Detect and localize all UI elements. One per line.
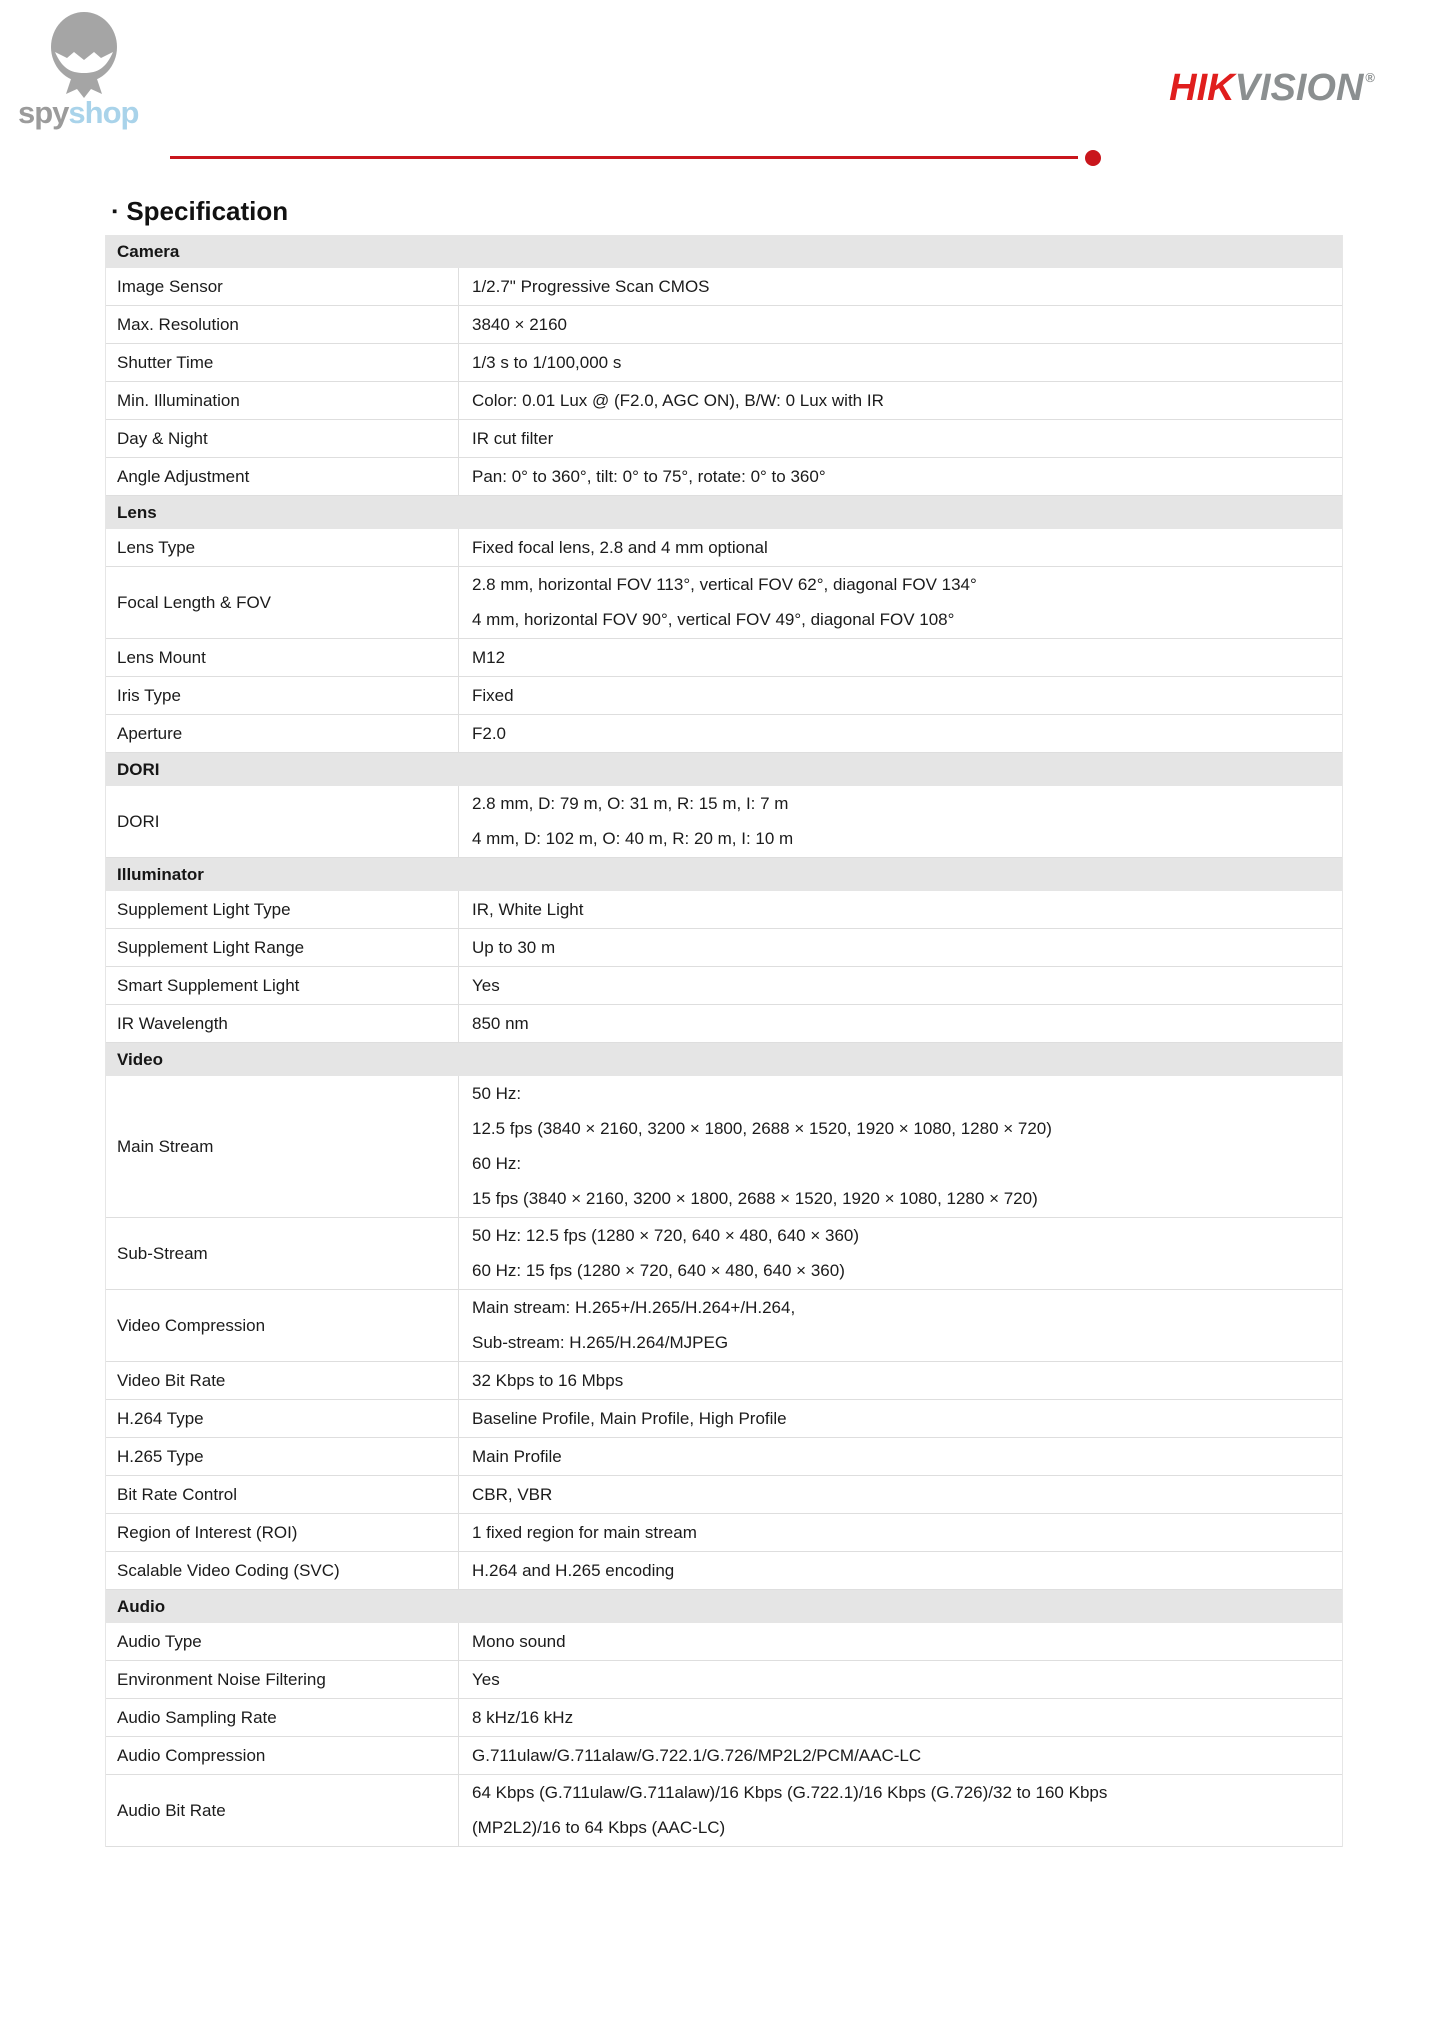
spec-value (459, 1438, 1342, 1475)
spec-row-audio-sampling-rate (106, 1699, 1342, 1737)
spec-row-region-of-interest-roi (106, 1514, 1342, 1552)
spec-value (459, 1476, 1342, 1513)
spec-value (459, 458, 1342, 495)
spec-value-line: Fixed focal lens, 2.8 and 4 mm optional (472, 537, 768, 557)
spec-label: Supplement Light Type (106, 891, 459, 928)
spec-value (459, 1661, 1342, 1698)
spec-value (459, 1076, 1342, 1217)
spec-value-line: CBR, VBR (472, 1484, 553, 1504)
spec-value (459, 677, 1342, 714)
spec-value-line: Baseline Profile, Main Profile, High Profile (472, 1408, 787, 1428)
spec-value (459, 382, 1342, 419)
spec-value-line: 50 Hz: 12.5 fps (1280 × 720, 640 × 480, 640 × 360) (472, 1226, 860, 1245)
page-title-text: Specification (126, 196, 289, 226)
spec-label: DORI (106, 786, 459, 857)
spec-value-line: Mono sound (472, 1631, 566, 1651)
spec-value (459, 1623, 1342, 1660)
spec-value-line: 60 Hz: 15 fps (1280 × 720, 640 × 480, 640 × 360) (472, 1261, 845, 1280)
spec-value-line: 15 fps (3840 × 2160, 3200 × 1800, 2688 × 1520, 1920 × 1080, 1280 × 720) (472, 1189, 1038, 1208)
spec-value (459, 1699, 1342, 1736)
spec-label: H.265 Type (106, 1438, 459, 1475)
spec-row-main-stream (106, 1076, 1342, 1218)
spec-row-audio-type (106, 1623, 1342, 1661)
spec-label: Audio Sampling Rate (106, 1699, 459, 1736)
spec-value-line: Pan: 0° to 360°, tilt: 0° to 75°, rotate: 0° to 360° (472, 466, 826, 486)
spec-row-min-illumination (106, 382, 1342, 420)
spec-value-line: Yes (472, 975, 500, 995)
spec-value (459, 715, 1342, 752)
spec-value (459, 786, 1342, 857)
spec-label: IR Wavelength (106, 1005, 459, 1042)
spec-value-line: Yes (472, 1669, 500, 1689)
spec-row-audio-compression (106, 1737, 1342, 1775)
spec-label: Angle Adjustment (106, 458, 459, 495)
spec-value (459, 1218, 1342, 1289)
spec-label: Supplement Light Range (106, 929, 459, 966)
spec-label: Video Bit Rate (106, 1362, 459, 1399)
section-header-dori: DORI (106, 753, 1342, 786)
spec-value (459, 1552, 1342, 1589)
spec-value-line: Main Profile (472, 1446, 562, 1466)
spec-value-line: IR cut filter (472, 428, 554, 448)
spec-value-line: 8 kHz/16 kHz (472, 1707, 574, 1727)
spec-row-day-night (106, 420, 1342, 458)
spec-value (459, 344, 1342, 381)
spec-row-audio-bit-rate (106, 1775, 1342, 1847)
spec-row-sub-stream (106, 1218, 1342, 1290)
spec-value (459, 891, 1342, 928)
spec-value-line: 64 Kbps (G.711ulaw/G.711alaw)/16 Kbps (G.722.1)/16 Kbps (G.726)/32 to 160 Kbps (472, 1783, 1108, 1802)
spec-value-line: 32 Kbps to 16 Mbps (472, 1370, 624, 1390)
section-header-lens: Lens (106, 496, 1342, 529)
header-divider-dot-icon (1085, 150, 1101, 166)
page-title (112, 194, 288, 229)
square-bullet-icon: ▪ (112, 203, 118, 220)
spec-value (459, 529, 1342, 566)
spec-row-max-resolution (106, 306, 1342, 344)
spec-label: Lens Type (106, 529, 459, 566)
spec-row-h-264-type (106, 1400, 1342, 1438)
spec-value-line: 4 mm, D: 102 m, O: 40 m, R: 20 m, I: 10 m (472, 829, 794, 848)
spec-value-line: G.711ulaw/G.711alaw/G.722.1/G.726/MP2L2/PCM/AAC-LC (472, 1745, 922, 1765)
spec-label: Smart Supplement Light (106, 967, 459, 1004)
spec-row-video-compression (106, 1290, 1342, 1362)
spec-row-smart-supplement-light (106, 967, 1342, 1005)
spec-value (459, 1400, 1342, 1437)
hikvision-logo (1169, 56, 1375, 110)
spyshop-word-spy: spy (18, 95, 69, 130)
spec-label: Shutter Time (106, 344, 459, 381)
section-header-illuminator: Illuminator (106, 858, 1342, 891)
spec-value (459, 639, 1342, 676)
spec-label: Min. Illumination (106, 382, 459, 419)
spyshop-word-shop: shop (68, 95, 139, 130)
header-divider-line (170, 156, 1078, 159)
spec-row-angle-adjustment (106, 458, 1342, 496)
spec-value (459, 967, 1342, 1004)
spec-label: Audio Compression (106, 1737, 459, 1774)
spec-value (459, 1290, 1342, 1361)
spec-value-line: H.264 and H.265 encoding (472, 1560, 675, 1580)
spec-label: Region of Interest (ROI) (106, 1514, 459, 1551)
spec-row-dori (106, 786, 1342, 858)
spec-value (459, 420, 1342, 457)
spec-label: Audio Bit Rate (106, 1775, 459, 1846)
spec-value (459, 268, 1342, 305)
spec-value (459, 929, 1342, 966)
section-header-video: Video (106, 1043, 1342, 1076)
spec-label: Main Stream (106, 1076, 459, 1217)
spec-row-shutter-time (106, 344, 1342, 382)
spec-label: Audio Type (106, 1623, 459, 1660)
spec-value-line: 12.5 fps (3840 × 2160, 3200 × 1800, 2688 × 1520, 1920 × 1080, 1280 × 720) (472, 1119, 1052, 1138)
spec-row-ir-wavelength (106, 1005, 1342, 1043)
spyshop-mascot-icon (48, 10, 120, 98)
spec-value-line: Sub-stream: H.265/H.264/MJPEG (472, 1333, 729, 1352)
spec-label: Focal Length & FOV (106, 567, 459, 638)
spec-label: Aperture (106, 715, 459, 752)
section-header-audio: Audio (106, 1590, 1342, 1623)
spec-value-line: 60 Hz: (472, 1154, 522, 1173)
spec-row-supplement-light-type (106, 891, 1342, 929)
spec-value-line: Main stream: H.265+/H.265/H.264+/H.264, (472, 1298, 796, 1317)
spec-row-image-sensor (106, 268, 1342, 306)
spec-row-lens-type (106, 529, 1342, 567)
spec-value (459, 1362, 1342, 1399)
spec-label: Environment Noise Filtering (106, 1661, 459, 1698)
spec-value-line: 850 nm (472, 1013, 529, 1033)
spec-value-line: 1/3 s to 1/100,000 s (472, 352, 622, 372)
hikvision-word-hik: HIK (1169, 67, 1235, 109)
spec-value (459, 1514, 1342, 1551)
spec-value-line: 1 fixed region for main stream (472, 1522, 697, 1542)
spec-row-bit-rate-control (106, 1476, 1342, 1514)
spec-value (459, 1775, 1342, 1846)
spec-value-line: 50 Hz: (472, 1084, 522, 1103)
spec-value-line: 2.8 mm, D: 79 m, O: 31 m, R: 15 m, I: 7 m (472, 794, 789, 813)
hikvision-word-vision: VISION (1234, 67, 1364, 109)
spec-row-supplement-light-range (106, 929, 1342, 967)
spec-label: Lens Mount (106, 639, 459, 676)
spec-label: Bit Rate Control (106, 1476, 459, 1513)
spec-row-focal-length-fov (106, 567, 1342, 639)
spec-value-line: Fixed (472, 685, 514, 705)
spec-row-iris-type (106, 677, 1342, 715)
spec-value (459, 306, 1342, 343)
spec-label: Max. Resolution (106, 306, 459, 343)
spec-value-line: 3840 × 2160 (472, 314, 568, 334)
registered-trademark-icon: ® (1365, 70, 1375, 85)
spyshop-logo (18, 10, 138, 128)
spyshop-wordmark (18, 95, 139, 130)
spec-value-line: F2.0 (472, 723, 507, 743)
spec-row-lens-mount (106, 639, 1342, 677)
spec-value-line: 4 mm, horizontal FOV 90°, vertical FOV 49°, diagonal FOV 108° (472, 610, 955, 629)
spec-value-line: 1/2.7" Progressive Scan CMOS (472, 276, 710, 296)
spec-value-line: Up to 30 m (472, 937, 556, 957)
spec-value (459, 1005, 1342, 1042)
spec-label: Sub-Stream (106, 1218, 459, 1289)
spec-value-line: (MP2L2)/16 to 64 Kbps (AAC-LC) (472, 1818, 726, 1837)
spec-row-h-265-type (106, 1438, 1342, 1476)
spec-value-line: 2.8 mm, horizontal FOV 113°, vertical FOV 62°, diagonal FOV 134° (472, 575, 977, 594)
spec-label: Iris Type (106, 677, 459, 714)
spec-label: Day & Night (106, 420, 459, 457)
spec-value-line: Color: 0.01 Lux @ (F2.0, AGC ON), B/W: 0 Lux with IR (472, 390, 884, 410)
specification-table (105, 235, 1343, 1847)
spec-value-line: M12 (472, 647, 506, 667)
spec-label: Video Compression (106, 1290, 459, 1361)
spec-value-line: IR, White Light (472, 899, 584, 919)
section-header-camera: Camera (106, 235, 1342, 268)
spec-label: H.264 Type (106, 1400, 459, 1437)
spec-row-environment-noise-filtering (106, 1661, 1342, 1699)
spec-row-aperture (106, 715, 1342, 753)
spec-value (459, 567, 1342, 638)
spec-label: Scalable Video Coding (SVC) (106, 1552, 459, 1589)
spec-label: Image Sensor (106, 268, 459, 305)
spec-value (459, 1737, 1342, 1774)
spec-row-video-bit-rate (106, 1362, 1342, 1400)
spec-row-scalable-video-coding-svc (106, 1552, 1342, 1590)
